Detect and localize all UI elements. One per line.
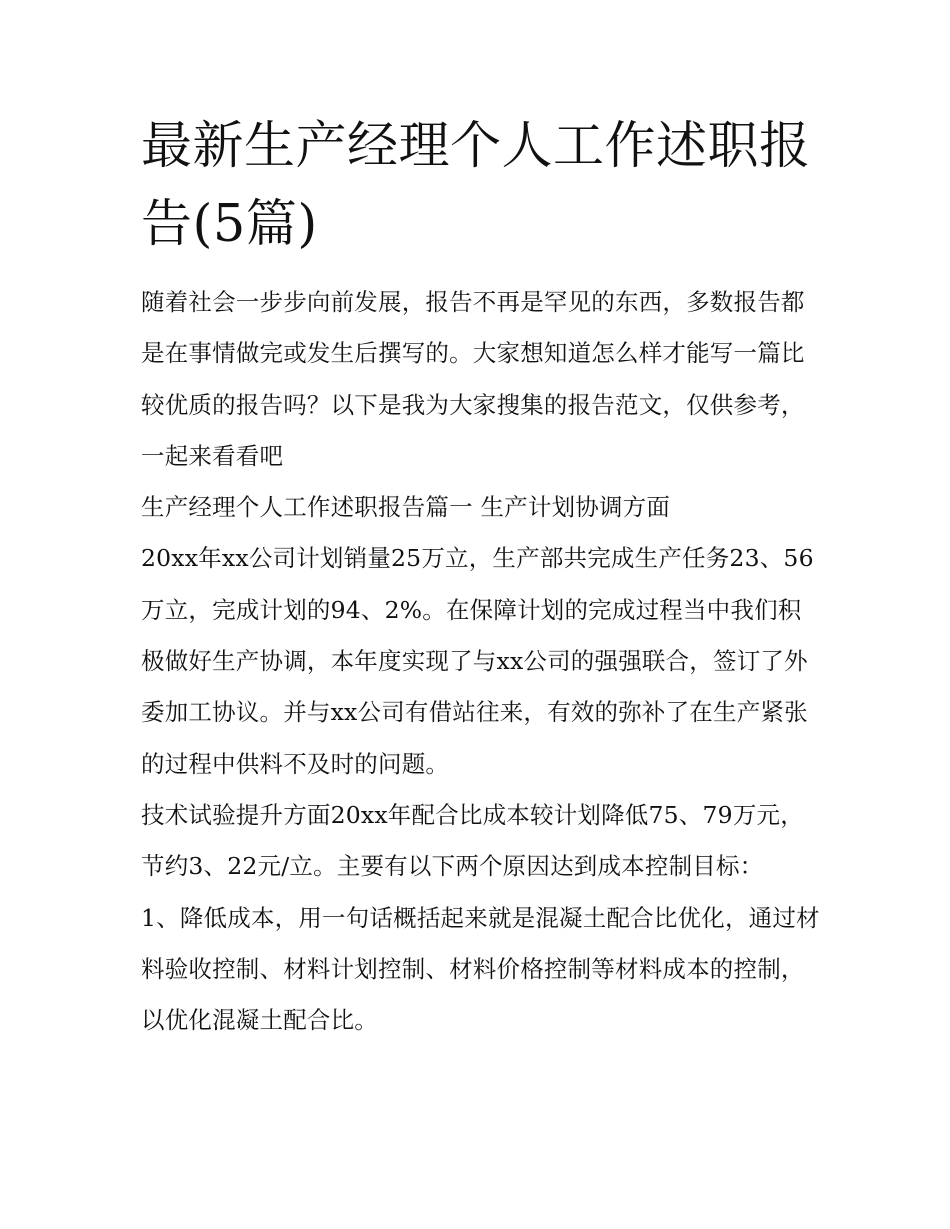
section-heading: 生产经理个人工作述职报告篇一 生产计划协调方面	[141, 493, 671, 522]
cost-reduction-paragraph: 1、降低成本，用一句话概括起来就是混凝土配合比优化，通过材料验收控制、材料计划控制、材料价格控制等材料成本的控制，以优化混凝土配合比。	[141, 903, 820, 1035]
document-title: 最新生产经理个人工作述职报告(5篇)	[141, 117, 811, 254]
document-body	[141, 277, 821, 1046]
plan-coordination-paragraph: 20xx年xx公司计划销量25万立，生产部共完成生产任务23、56万立，完成计划的94、2%。在保障计划的完成过程当中我们积极做好生产协调，本年度实现了与xx公司的强强联合，签订了外委加工协议。并与xx公司有借站往来，有效的弥补了在生产紧张的过程中供料不及时的问题。	[141, 544, 814, 778]
technical-test-paragraph: 技术试验提升方面20xx年配合比成本较计划降低75、79万元，节约3、22元/立。主要有以下两个原因达到成本控制目标：	[141, 800, 804, 881]
intro-paragraph: 随着社会一步步向前发展，报告不再是罕见的东西，多数报告都是在事情做完或发生后撰写的。大家想知道怎么样才能写一篇比较优质的报告吗？以下是我为大家搜集的报告范文，仅供参考，一起来看看吧	[141, 288, 805, 470]
